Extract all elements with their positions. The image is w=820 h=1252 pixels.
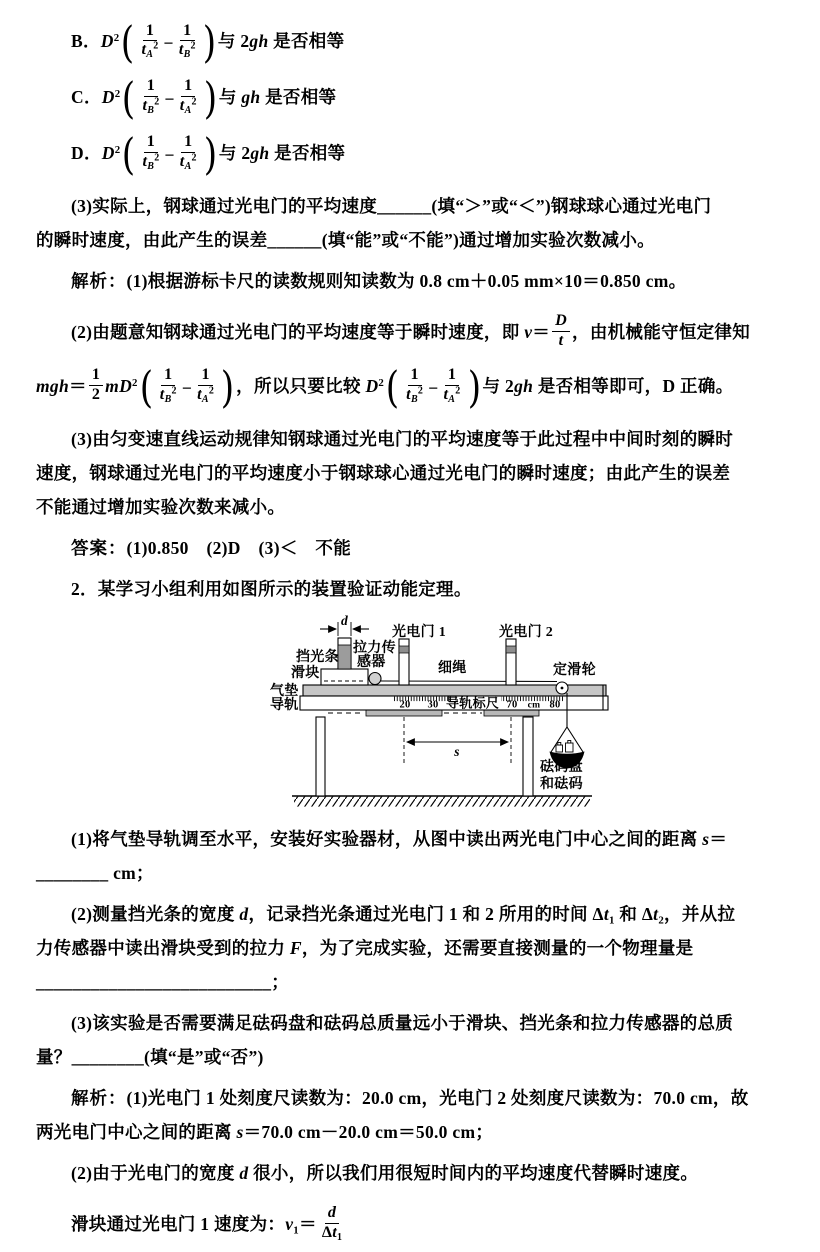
- ruler-unit-cm: cm: [527, 700, 541, 711]
- force-sensor-label-line1: 拉力传: [353, 640, 396, 656]
- apparatus-figure: [36, 609, 794, 815]
- analysis1-part3-line1: (3)由匀变速直线运动规律知钢球通过光电门的平均速度等于此过程中中间时刻的瞬时: [71, 428, 734, 449]
- ruler-tick-80: 80: [549, 699, 561, 711]
- photogate-2-label: 光电门 2: [499, 624, 553, 640]
- analysis1-part2-line1: (2)由题意知钢球通过光电门的平均速度等于瞬时速度，即 v＝ $\frac{D}{t}$ ，由机械能守恒定律知: [71, 312, 751, 350]
- slider-label: 滑块: [291, 665, 320, 681]
- weight-small-knob: [558, 742, 561, 745]
- analysis2-part1-line2: 两光电门中心之间的距离 s＝70.0 cm－20.0 cm＝50.0 cm；: [36, 1121, 494, 1142]
- string-label: 细绳: [438, 660, 467, 676]
- weights-label-line1: 砝码盘: [540, 759, 583, 775]
- question1-part3-line2: 的瞬时速度，由此产生的误差______(填“能”或“不能”)通过增加实验次数减小。: [36, 229, 655, 250]
- answer-line: 答案：(1)0.850 (2)D (3)＜ 不能: [71, 537, 352, 558]
- question2-part2-line1: (2)测量挡光条的宽度 d，记录挡光条通过光电门 1 和 2 所用的时间 $\Delta t_1$ 和 $\Delta t_2$，并从拉: [71, 903, 736, 927]
- weight-small: [556, 745, 563, 752]
- pulley-axle: [561, 687, 564, 690]
- weight-large-knob: [568, 740, 571, 743]
- force-sensor-label-line2: 感器: [357, 654, 386, 670]
- question2-part3-line2: 量？________(填“是”或“否”): [36, 1046, 264, 1067]
- question2-intro: 2．某学习小组利用如图所示的装置验证动能定理。: [71, 578, 472, 599]
- analysis2-part2-line2: 滑块通过光电门 1 速度为：$v_1=$ $\frac{d}{\Delta t_1}$: [71, 1204, 343, 1244]
- left-leg: [316, 717, 325, 796]
- doc-top: [36, 14, 794, 606]
- right-leg: [523, 717, 533, 796]
- weight-large: [566, 743, 574, 752]
- shutter-strip-gray: [338, 645, 351, 669]
- ruler-tick-30: 30: [427, 699, 439, 711]
- force-sensor: [369, 672, 381, 684]
- analysis1-part2-line2: mgh＝ $\frac{1}{2}$ $mD^2$ ( $\frac{1}{t_B^2}$ − $\frac{1}{t_A^2}$ ) ，所以只要比较 $D^2$ ( $\frac{1}{t_B^2}$ − $\frac{1}{t_A^2}$ ) 与 2gh 是否相等即可，D 正确。: [36, 359, 794, 415]
- analysis1-part3-line2: 速度，钢球通过光电门的平均速度小于钢球球心通过光电门的瞬时速度；由此产生的误差: [36, 462, 731, 483]
- option-c: C．$D^2$ ( $\frac{1}{t_B^2}$ − $\frac{1}{t_A^2}$ ) 与 gh 是否相等: [36, 70, 794, 126]
- question2-part1-line1: (1)将气垫导轨调至水平，安装好实验器材，从图中读出两光电门中心之间的距离 s＝: [71, 828, 728, 849]
- air-track-label-line1: 气垫: [270, 683, 299, 699]
- question2-part3-line1: (3)该实验是否需要满足砝码盘和砝码总质量远小于滑块、挡光条和拉力传感器的总质: [71, 1012, 734, 1033]
- slider-block: [321, 669, 368, 685]
- photogate-1-band: [399, 646, 409, 653]
- analysis2-part2-line1: (2)由于光电门的宽度 d 很小，所以我们用很短时间内的平均速度代替瞬时速度。: [71, 1162, 699, 1183]
- shutter-label: 挡光条: [296, 649, 339, 665]
- apparatus-diagram: [254, 609, 612, 815]
- under-track-bar-left: [366, 710, 442, 716]
- analysis1-part3-line3: 不能通过增加实验次数来减小。: [36, 496, 286, 517]
- question2-part2-line2: 力传感器中读出滑块受到的拉力 F，为了完成实验，还需要直接测量的一个物理量是: [36, 937, 694, 958]
- option-d: D．$D^2$ ( $\frac{1}{t_B^2}$ − $\frac{1}{t_A^2}$ ) 与 2gh 是否相等: [36, 126, 794, 182]
- analysis1-part1: 解析：(1)根据游标卡尺的读数规则知读数为 0.8 cm＋0.05 mm×10＝0.850 cm。: [71, 270, 687, 291]
- photogate-2-band: [506, 646, 516, 653]
- weights-label-line2: 和砝码: [540, 776, 583, 792]
- under-track-bar-right: [484, 710, 539, 716]
- analysis2-part1-line1: 解析：(1)光电门 1 处刻度尺读数为：20.0 cm，光电门 2 处刻度尺读数为：70.0 cm，故: [71, 1087, 749, 1108]
- pulley-label: 定滑轮: [553, 662, 596, 678]
- question2-part2-line3: __________________________；: [36, 971, 290, 992]
- ruler-tick-20: 20: [399, 699, 411, 711]
- option-b: B．$D^2$ ( $\frac{1}{t_A^2}$ − $\frac{1}{t_B^2}$ ) 与 2gh 是否相等: [36, 14, 794, 70]
- question1-part3-line1: (3)实际上，钢球通过光电门的平均速度______(填“＞”或“＜”)钢球球心通过光电门: [71, 195, 712, 216]
- air-track-label-line2: 导轨: [270, 697, 299, 713]
- ground-hatching: [294, 797, 590, 807]
- d-width-label: d: [340, 612, 349, 628]
- distance-s-label: s: [454, 743, 460, 759]
- doc-bottom: [36, 822, 794, 1251]
- ruler-tick-70: 70: [506, 699, 518, 711]
- photogate-1-label: 光电门 1: [392, 624, 446, 640]
- ruler-name-label: 导轨标尺: [446, 695, 500, 711]
- question2-part1-line2: ________ cm；: [36, 862, 154, 883]
